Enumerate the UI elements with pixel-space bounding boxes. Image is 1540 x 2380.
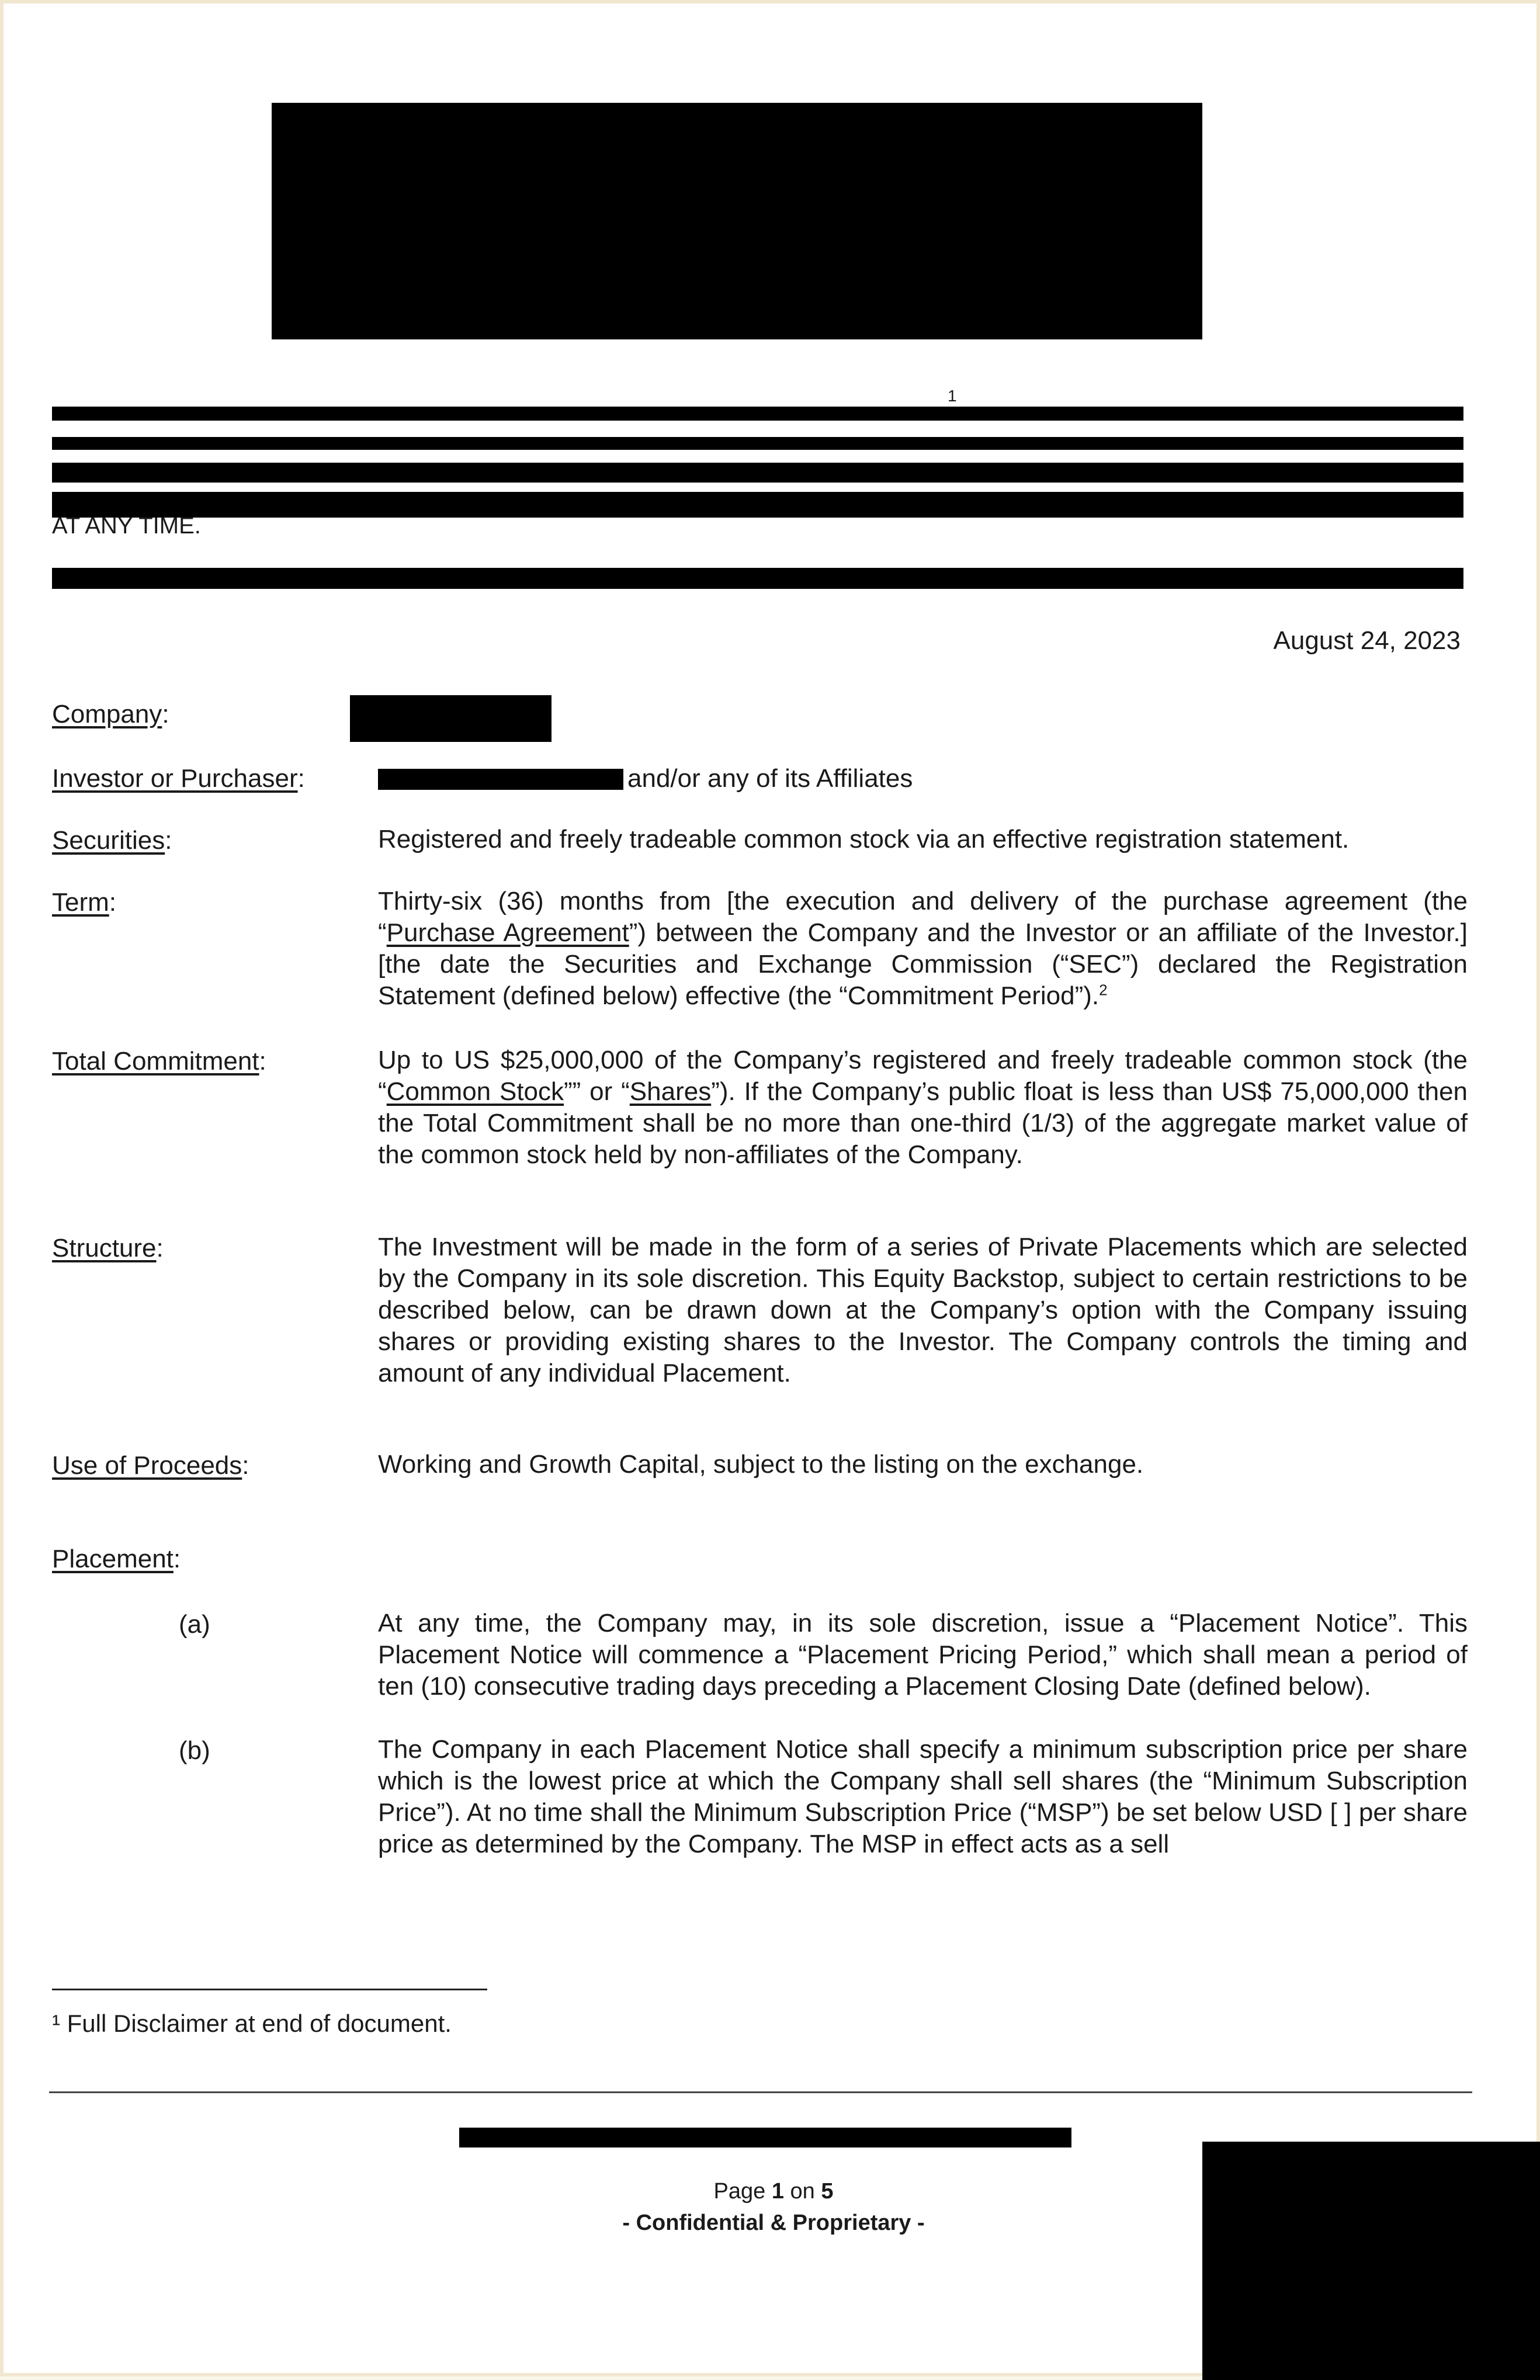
redacted-non-binding-line	[52, 568, 1463, 589]
investor-label: Investor or Purchaser:	[52, 764, 305, 793]
placement-a-text: At any time, the Company may, in its sole discretion, issue a “Placement Notice”. This Placement Notice will commence a “Placement Pricing Period,” which shall mean a period of ten (10) consecutive trading days preceding a Placement Closing Date (defined below).	[378, 1609, 1468, 1701]
term-label: Term:	[52, 888, 117, 917]
use-of-proceeds-label: Use of Proceeds:	[52, 1451, 249, 1480]
footnote-separator	[52, 1989, 487, 1990]
redacted-footer-address	[459, 2128, 1071, 2147]
redacted-disclaimer-line-2	[52, 437, 1463, 450]
disclaimer-visible-text: AT ANY TIME.	[52, 513, 201, 539]
use-of-proceeds-text: Working and Growth Capital, subject to the listing on the exchange.	[378, 1450, 1144, 1479]
placement-label: Placement:	[52, 1545, 181, 1573]
structure-label: Structure:	[52, 1234, 164, 1262]
placement-b-text: The Company in each Placement Notice shall specify a minimum subscription price per share which is the lowest price at which the Company shall sell shares (the “Minimum Subscription Price”). At no time shall the Minimum Subscription Price (“MSP”) be set below USD [ ] per share price as determined by the Company. The MSP in effect acts as a sell	[378, 1735, 1468, 1858]
placement-a-letter: (a)	[179, 1610, 210, 1639]
footnote-ref-2: 2	[1099, 981, 1108, 999]
total-commitment-label: Total Commitment:	[52, 1047, 266, 1075]
redacted-header-block	[272, 103, 1202, 339]
common-stock-term: Common Stock	[386, 1077, 564, 1106]
disclaimer-footnote-marker: 1	[948, 387, 957, 405]
company-label: Company:	[52, 700, 169, 728]
total-commitment-text: Up to US $25,000,000 of the Company’s registered and freely tradeable common stock (the “Common Stock”” or “Shares”). If the Company’s public float is less than US$ 75,000,000 then the Total Commitment shall be no more than one-third (1/3) of the aggregate market value of the common stock held by non-affiliates of the Company.	[378, 1046, 1468, 1169]
confidential-notice: - Confidential & Proprietary -	[622, 2211, 925, 2235]
shares-term: Shares	[629, 1077, 712, 1106]
investor-text: and/or any of its Affiliates	[627, 764, 913, 793]
securities-label: Securities:	[52, 826, 172, 855]
redacted-company-name	[350, 695, 552, 742]
term-text: Thirty-six (36) months from [the execution and delivery of the purchase agreement (the “Purchase Agreement”) between the Company and the Investor or an affiliate of the Investor.] [the date the Securities and Exchange Commission (“SEC”) declared the Registration Statement (defined below) effective (the “Commitment Period”).$^2$	[378, 887, 1468, 1010]
page-number: Page 1 on 5	[713, 2179, 834, 2204]
securities-text: Registered and freely tradeable common stock via an effective registration statement.	[378, 825, 1350, 854]
redacted-disclaimer-line-4	[52, 492, 1463, 518]
placement-b-letter: (b)	[179, 1736, 210, 1765]
footnote-1: ¹ Full Disclaimer at end of document.	[52, 2010, 452, 2037]
redacted-disclaimer-line-3	[52, 463, 1463, 483]
redacted-disclaimer-line-1	[52, 407, 1463, 421]
purchase-agreement-term: Purchase Agreement	[386, 918, 629, 947]
redacted-footer-logo	[1202, 2142, 1540, 2380]
redacted-investor-name	[378, 769, 623, 790]
structure-text: The Investment will be made in the form of a series of Private Placements which are selected by the Company in its sole discretion. This Equity Backstop, subject to certain restrictions to be described below, can be drawn down at the Company’s option with the Company issuing shares or providing existing shares to the Investor. The Company controls the timing and amount of any individual Placement.	[378, 1233, 1468, 1387]
footer-rule	[49, 2091, 1472, 2093]
document-date: August 24, 2023	[1273, 626, 1461, 655]
